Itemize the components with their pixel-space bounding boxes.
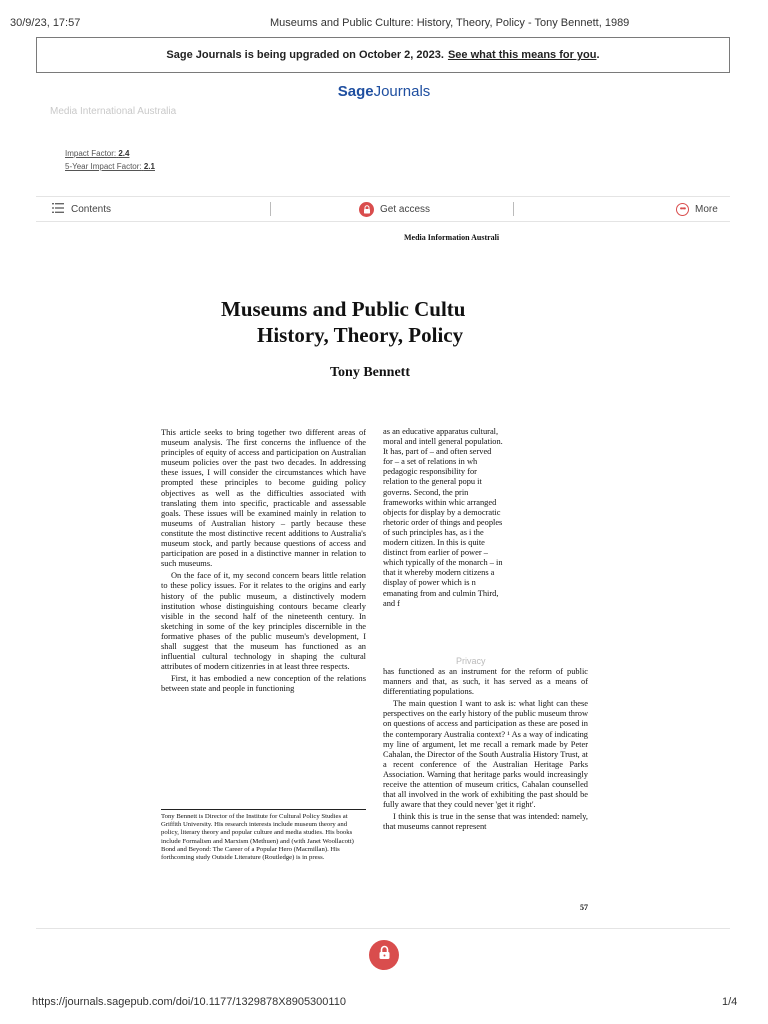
lock-icon xyxy=(359,202,374,217)
sage-journals-logo[interactable] xyxy=(0,83,768,100)
journal-name[interactable]: Media International Australia xyxy=(50,106,177,117)
banner-text: Sage Journals is being upgraded on October 2, 2023. xyxy=(166,49,444,61)
print-page-count: 1/4 xyxy=(722,996,738,1008)
bottom-divider xyxy=(36,928,730,929)
toolbar-divider xyxy=(513,202,514,216)
more-icon: ••• xyxy=(676,203,689,216)
right-paragraph-1: as an educative apparatus cultural, moral and intell general population. It has, part of – and often served for – a set of relations in wh pedagogic responsibility for relation to the general popu it governs. Second, the prin frameworks within whic arranged objects for display by a democratic rhetoric order of things and peoples of such principles has, as i the modern citizen. In this is quite distinct from earlier of power – which typically of the monarch – in that it whereby modern citizens a display of power which is n emanating from and culmin Third, and f xyxy=(383,427,503,608)
print-datetime: 30/9/23, 17:57 xyxy=(10,17,81,29)
list-icon xyxy=(52,203,64,216)
right-paragraph-3: I think this is true in the sense that was intended: namely, that museums cannot represent xyxy=(383,812,588,832)
left-column xyxy=(161,428,366,800)
left-paragraph-1: This article seeks to bring together two different areas of museum analysis. The first concerns the influence of the principles of equity of access and participation on Australian museum policies over the past two decades. In addressing these issues, I will consider the circumstances which have prompted these principles to become guiding policy objectives as well as the difficulties associated with translating them into specific, practicable and assessable goals. These issues will be examined mainly in relation to museums of Australian history – partly because these constitute the most distinctive recent additions to Australia's museum stock, and partly because questions of access and participation are posed in a distinctive manner in relation to such museums. xyxy=(161,428,366,569)
banner-period: . xyxy=(596,49,600,61)
get-access-button[interactable] xyxy=(359,197,430,221)
right-column xyxy=(383,667,588,889)
impact-factor[interactable] xyxy=(65,149,129,158)
bottom-access-button[interactable] xyxy=(369,940,399,970)
five-year-impact-factor[interactable] xyxy=(65,162,155,171)
five-year-label: 5-Year Impact Factor: xyxy=(65,162,142,171)
more-button[interactable] xyxy=(676,197,718,221)
five-year-value: 2.1 xyxy=(143,162,155,171)
lock-icon xyxy=(378,945,391,965)
right-continuation: has functioned as an instrument for the reform of public manners and that, as such, it has served as a means of differentiating populations. xyxy=(383,667,588,697)
left-paragraph-2: On the face of it, my second concern bears little relation to these policy issues. For it relates to the origins and early history of the public museum, a distinctively modern institution whose distinguishing contours became clearly visible in the second half of the nineteenth century. In sketching in some of the key principles discernible in the formative phases of the public museum's development, I shall suggest that the museum has functioned as an influential cultural technology in shaping the cultural attributes of modern citizenries in at least three respects. xyxy=(161,571,366,672)
contents-label: Contents xyxy=(71,203,112,215)
get-access-label: Get access xyxy=(380,203,431,215)
author-footnote: Tony Bennett is Director of the Institute for Cultural Policy Studies at Griffith University. His research interests include museum theory and policy, literary theory and popular culture and media studies. His books include Formalism and Marxism (Methuen) and (with Janet Woollacott) Bond and Beyond: The Career of a Popular Hero (Macmillan). His forthcoming study Outside Literature (Routledge) is in press. xyxy=(161,809,366,862)
print-page-title: Museums and Public Culture: History, Theory, Policy - Tony Bennett, 1989 xyxy=(270,17,630,29)
right-column-cropped xyxy=(383,427,503,667)
privacy-link[interactable]: Privacy xyxy=(456,656,486,666)
title-line-2: History, Theory, Policy xyxy=(257,323,464,347)
more-label: More xyxy=(695,203,718,215)
left-paragraph-3: First, it has embodied a new conception of the relations between state and people in functioning xyxy=(161,674,366,694)
article-title xyxy=(221,296,521,348)
article-toolbar xyxy=(36,196,730,222)
right-paragraph-2: The main question I want to ask is: what light can these perspectives on the early history of the public museum throw on questions of access and participation as these are posed in the contemporary Australia context? ¹ As a way of indicating my line of argument, let me recall a remark made by Peter Cahalan, the Director of the South Australia History Trust, at a recent conference of the Australian Heritage Parks Association. Warning that heritage parks would increasingly receive the attention of museum critics, Cahalan counselled that all involved in the work of exhibiting the past should be fully aware that they could never 'get it right'. xyxy=(383,699,588,810)
impact-factor-value: 2.4 xyxy=(118,149,130,158)
toolbar-divider xyxy=(270,202,271,216)
print-url: https://journals.sagepub.com/doi/10.1177/1329878X8905300110 xyxy=(32,996,346,1008)
logo-journals: Journals xyxy=(373,83,431,100)
impact-factor-label: Impact Factor: xyxy=(65,149,117,158)
scan-page-number: 57 xyxy=(580,903,588,912)
logo-sage: Sage xyxy=(337,83,374,100)
article-author: Tony Bennett xyxy=(330,365,411,380)
title-line-1: Museums and Public Cultu xyxy=(221,297,466,321)
banner-link[interactable]: See what this means for you xyxy=(447,49,597,61)
contents-button[interactable] xyxy=(52,197,111,221)
upgrade-banner xyxy=(36,37,730,73)
scan-journal-header: Media Information Australi xyxy=(404,233,500,242)
